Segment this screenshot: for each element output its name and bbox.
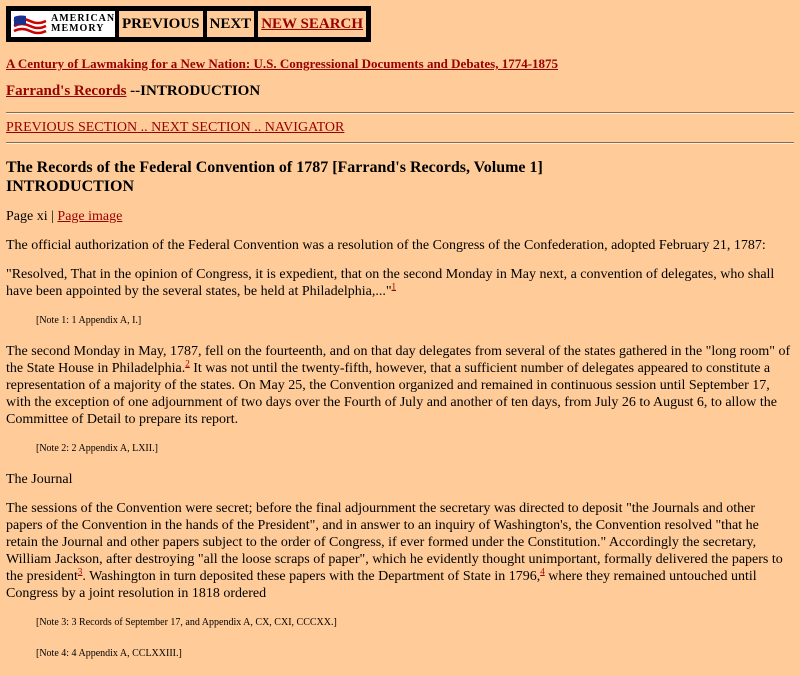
document-body bbox=[6, 208, 792, 676]
footnote-link-4[interactable]: 4 bbox=[540, 566, 545, 577]
american-memory-logo[interactable] bbox=[10, 10, 116, 38]
new-search-button[interactable]: NEW SEARCH bbox=[257, 10, 367, 38]
sessions-text-a: The sessions of the Convention were secret; before the final adjournment the secretary was directed to deposit "the Journals and other papers of the Convention in the hands of the President", and in answer to an inquiry of Washington's, the Convention resolved "that he retain the Journal and other papers subject to the order of Congress, if ever formed under the Constitution." Accordingly the secretary, William Jackson, after destroying "all the loose scraps of paper", which he evidently thought unimportant, formally delivered the papers to the president bbox=[6, 501, 783, 584]
next-button[interactable]: NEXT bbox=[206, 10, 256, 38]
logo-text bbox=[51, 14, 115, 34]
previous-section-link[interactable]: PREVIOUS SECTION bbox=[6, 120, 138, 135]
farrands-records-link[interactable]: Farrand's Records bbox=[6, 83, 127, 99]
section-suffix: --INTRODUCTION bbox=[126, 83, 261, 99]
divider-top bbox=[6, 112, 794, 114]
note-3: [Note 3: 3 Records of September 17, and Appendix A, CX, CXI, CCCXX.] bbox=[36, 617, 337, 628]
paragraph-sessions bbox=[6, 500, 792, 602]
divider-bottom bbox=[6, 142, 794, 144]
footnote-link-2[interactable]: 2 bbox=[185, 358, 190, 369]
navigator-link[interactable]: NAVIGATOR bbox=[264, 120, 345, 135]
second-monday-text-a: The second Monday in May, 1787, fell on the fourteenth, and on that day delegates from several of the states gathered in the "long room" of the State House in Philadelphia. bbox=[6, 344, 791, 376]
document-heading bbox=[6, 158, 543, 196]
collection-title-link[interactable]: A Century of Lawmaking for a New Nation: U.S. Congressional Documents and Debates, 1774-1875 bbox=[6, 56, 559, 71]
resolution-text: "Resolved, That in the opinion of Congress, it is expedient, that on the second Monday in May next, a convention of delegates, who shall have been appointed by the several states, be held at Philadelphia,..." bbox=[6, 267, 775, 299]
sessions-text-b: . Washington in turn deposited these papers with the Department of State in 1796, bbox=[82, 569, 541, 584]
paragraph-authorization: The official authorization of the Federal Convention was a resolution of the Congress of the Confederation, adopted February 21, 1787: bbox=[6, 238, 766, 253]
document-title: The Records of the Federal Convention of 1787 [Farrand's Records, Volume 1] bbox=[6, 159, 543, 176]
nav-separator-2: .. bbox=[250, 120, 265, 135]
document-subtitle: INTRODUCTION bbox=[6, 178, 135, 195]
page-image-link[interactable]: Page image bbox=[57, 209, 123, 224]
next-section-link[interactable]: NEXT SECTION bbox=[151, 120, 251, 135]
paragraph-second-monday bbox=[6, 343, 792, 428]
footnote-link-1[interactable]: 1 bbox=[391, 281, 397, 292]
logo-line-2: MEMORY bbox=[51, 23, 105, 34]
section-title bbox=[6, 83, 260, 100]
american-memory-toolbar bbox=[6, 6, 371, 42]
journal-heading: The Journal bbox=[6, 472, 73, 487]
sessions-text-c: where they remained untouched until Congress by a joint resolution in 1818 ordered bbox=[6, 569, 757, 601]
flag-icon bbox=[13, 13, 47, 35]
page-info bbox=[6, 208, 792, 225]
note-1: [Note 1: 1 Appendix A, I.] bbox=[36, 315, 142, 326]
previous-button[interactable]: PREVIOUS bbox=[118, 10, 204, 38]
nav-separator-1: .. bbox=[137, 120, 152, 135]
page-number: Page xi bbox=[6, 209, 48, 224]
second-monday-text-b: It was not until the twenty-fifth, however, that a sufficient number of delegates appeared to constitute a representation of a majority of the states. On May 25, the Convention organized and remained in continuous session until September 17, with the exception of one adjournment of two days over the Fourth of July and another of ten days, from July 26 to August 6, to allow the Committee of Detail to prepare its report. bbox=[6, 361, 778, 427]
paragraph-resolution bbox=[6, 266, 792, 300]
page-info-separator: | bbox=[47, 209, 58, 224]
logo-line-1: AMERICAN bbox=[51, 13, 116, 24]
footnote-link-3[interactable]: 3 bbox=[77, 566, 83, 577]
section-navigation bbox=[6, 120, 344, 136]
note-4: [Note 4: 4 Appendix A, CCLXXIII.] bbox=[36, 648, 182, 659]
note-2: [Note 2: 2 Appendix A, LXII.] bbox=[36, 443, 158, 454]
